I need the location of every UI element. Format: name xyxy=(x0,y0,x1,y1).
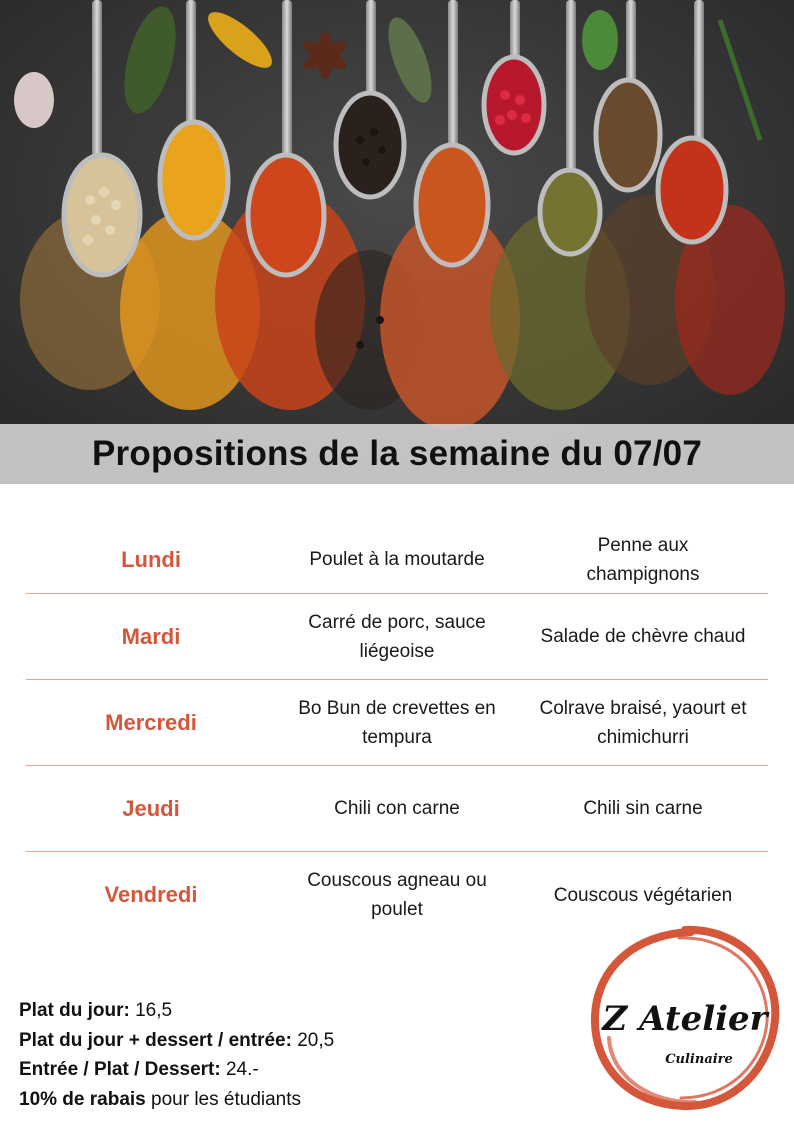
dish-main: Bo Bun de crevettes en tempura xyxy=(298,697,496,748)
dish-main: Carré de porc, sauce liégeoise xyxy=(308,611,486,662)
price-label: Entrée / Plat / Dessert: xyxy=(19,1059,221,1080)
dish-veggie: Penne aux champignons xyxy=(586,534,700,585)
menu-row-mardi xyxy=(26,594,768,680)
dish-veggie: Couscous végétarien xyxy=(553,884,733,906)
dish-veggie: Chili sin carne xyxy=(583,798,703,819)
dish-veggie: Salade de chèvre chaud xyxy=(540,626,746,647)
logo-title: Z Atelier xyxy=(602,999,768,1039)
day-label: Mardi xyxy=(121,623,181,649)
dish-main: Couscous agneau ou poulet xyxy=(307,870,487,920)
spices-photo xyxy=(0,0,794,484)
price-plat-dessert xyxy=(19,1026,334,1056)
weekly-menu xyxy=(26,526,768,938)
day-label: Lundi xyxy=(121,546,181,572)
logo-subtitle: Culinaire xyxy=(665,1052,733,1067)
page-title: Propositions de la semaine du 07/07 xyxy=(92,434,702,473)
price-value: 20,5 xyxy=(297,1029,335,1051)
price-list xyxy=(19,996,334,1114)
discount-text: pour les étudiants xyxy=(151,1088,302,1110)
menu-row-lundi xyxy=(26,526,768,594)
z-atelier-logo xyxy=(583,918,787,1118)
title-bar xyxy=(0,424,794,484)
price-label: Plat du jour + dessert / entrée: xyxy=(19,1029,292,1051)
price-plat-du-jour xyxy=(19,996,334,1026)
student-discount xyxy=(19,1085,334,1115)
price-value: 24.- xyxy=(225,1059,259,1080)
menu-row-mercredi xyxy=(26,680,768,766)
dish-main: Chili con carne xyxy=(334,798,460,819)
day-label: Vendredi xyxy=(104,882,198,907)
menu-row-jeudi xyxy=(26,766,768,852)
price-label: Plat du jour: xyxy=(19,1000,130,1021)
dish-main: Poulet à la moutarde xyxy=(309,549,485,570)
day-label: Mercredi xyxy=(105,709,197,735)
price-value: 16,5 xyxy=(135,1000,173,1021)
discount-label: 10% de rabais xyxy=(19,1088,146,1110)
price-menu-complet xyxy=(19,1055,334,1085)
day-label: Jeudi xyxy=(122,795,180,821)
dish-veggie: Colrave braisé, yaourt et chimichurri xyxy=(539,697,747,748)
